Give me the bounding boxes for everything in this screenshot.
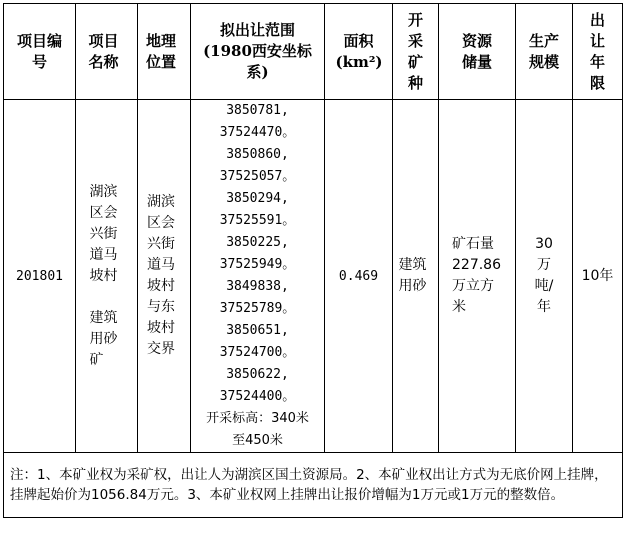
cell-term: 10年 bbox=[573, 100, 623, 453]
project-name-line2: 建筑用砂矿 bbox=[89, 309, 118, 368]
header-project-name: 项目名称 bbox=[76, 4, 138, 100]
project-name-line1: 湖滨区会兴街道马坡村 bbox=[89, 183, 118, 284]
header-row bbox=[4, 4, 623, 100]
coordinate-line: 3850622, bbox=[226, 367, 289, 382]
note-text: 注：1、本矿业权为采矿权，出让人为湖滨区国土资源局。2、本矿业权出让方式为无底价网上挂牌，挂牌起始价为1056.84万元。3、本矿业权网上挂牌出让报价增幅为1万元或1万元的整数倍。 bbox=[4, 453, 623, 518]
header-reserves: 资源储量 bbox=[439, 4, 516, 100]
coordinate-line: 37524400。 bbox=[219, 389, 296, 404]
header-location: 地理位置 bbox=[138, 4, 191, 100]
cell-mineral: 建筑用砂 bbox=[393, 100, 439, 453]
header-range: 拟出让范围(1980西安坐标系) bbox=[191, 4, 325, 100]
elevation-text: 开采标高：340米至450米 bbox=[206, 411, 309, 448]
coordinate-list bbox=[191, 100, 324, 408]
header-scale: 生产规模 bbox=[516, 4, 573, 100]
data-row bbox=[4, 100, 623, 453]
coordinate-line: 37525591。 bbox=[219, 213, 296, 228]
header-term: 出让年限 bbox=[573, 4, 623, 100]
cell-scale: 30万吨/年 bbox=[516, 100, 573, 453]
cell-project-name bbox=[76, 100, 138, 453]
cell-location: 湖滨区会兴街道马坡村与东坡村交界 bbox=[138, 100, 191, 453]
coordinate-line: 3850860, bbox=[226, 147, 289, 162]
coordinate-line: 37525949。 bbox=[219, 257, 296, 272]
coordinate-line: 3850225, bbox=[226, 235, 289, 250]
coordinate-line: 3850294, bbox=[226, 191, 289, 206]
coordinate-line: 37524470。 bbox=[219, 125, 296, 140]
cell-project-no: 201801 bbox=[4, 100, 76, 453]
coordinate-line: 3850781, bbox=[226, 103, 289, 118]
header-project-no: 项目编号 bbox=[4, 4, 76, 100]
coordinate-line: 37524700。 bbox=[219, 345, 296, 360]
header-mineral: 开采矿种 bbox=[393, 4, 439, 100]
coordinate-line: 37525057。 bbox=[219, 169, 296, 184]
coordinate-line: 37525789。 bbox=[219, 301, 296, 316]
header-area: 面积(km²) bbox=[325, 4, 393, 100]
coordinate-line: 3850651, bbox=[226, 323, 289, 338]
cell-area: 0.469 bbox=[325, 100, 393, 453]
coordinate-line: 3849838, bbox=[226, 279, 289, 294]
cell-coordinates bbox=[191, 100, 325, 453]
mining-rights-table bbox=[3, 3, 623, 518]
note-row bbox=[4, 453, 623, 518]
cell-reserves: 矿石量227.86万立方米 bbox=[439, 100, 516, 453]
